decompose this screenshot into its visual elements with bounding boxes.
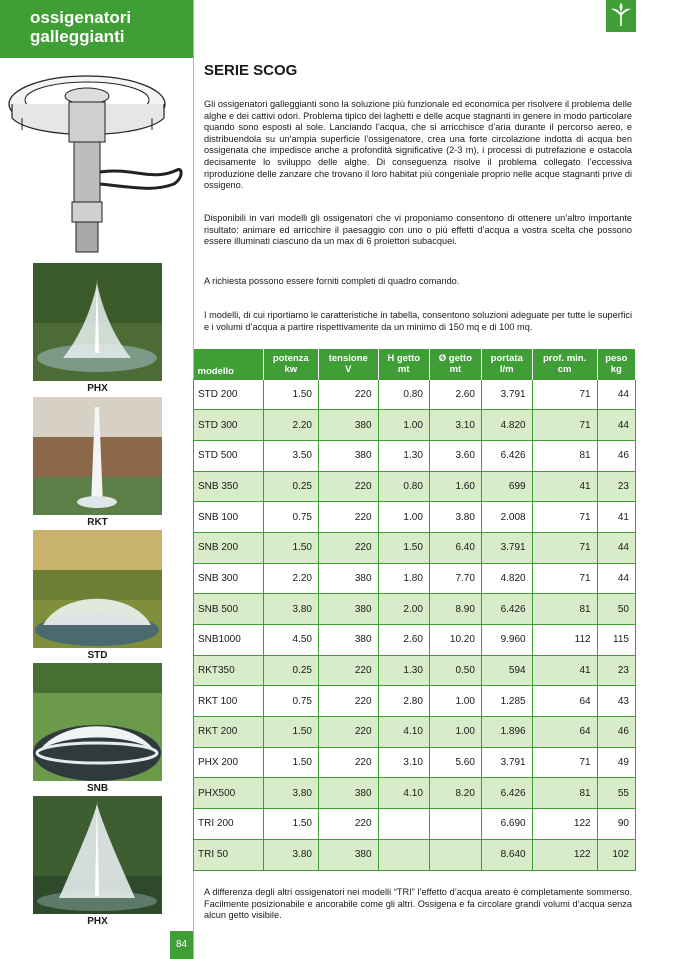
table-cell: 4.10	[378, 717, 429, 748]
table-cell: 1.30	[378, 655, 429, 686]
table-cell: 64	[532, 686, 597, 717]
table-cell: 220	[319, 717, 379, 748]
header-peso: peso kg	[597, 349, 635, 379]
cell-model: PHX 200	[194, 747, 264, 778]
table-cell	[378, 839, 429, 870]
paragraph-tri-note: A differenza degli altri ossigenatori nei modelli “TRI” l’effetto d’acqua areato è completamente sommerso. Facilmente posizionabile e ancorabile come gli altri. Ossigena e fa circolare grandi volumi d’acqua senza alcun getto visibile.	[204, 887, 632, 921]
table-cell: 6.426	[481, 440, 532, 471]
table-cell: 594	[481, 655, 532, 686]
table-cell: 41	[532, 471, 597, 502]
table-cell: 0.80	[378, 471, 429, 502]
cell-model: RKT350	[194, 655, 264, 686]
table-row	[194, 655, 636, 686]
table-cell: 71	[532, 410, 597, 441]
table-cell: 1.896	[481, 717, 532, 748]
table-cell: 1.30	[378, 440, 429, 471]
table-row	[194, 440, 636, 471]
aerator-drawing	[2, 62, 192, 257]
cell-model: SNB 100	[194, 502, 264, 533]
table-row	[194, 594, 636, 625]
cell-model: SNB1000	[194, 625, 264, 656]
table-cell: 380	[319, 594, 379, 625]
specs-table	[193, 349, 636, 871]
table-cell: 0.25	[263, 471, 318, 502]
cell-model: STD 300	[194, 410, 264, 441]
table-row	[194, 502, 636, 533]
cell-model: STD 500	[194, 440, 264, 471]
table-cell: 0.50	[429, 655, 481, 686]
table-cell: 3.791	[481, 379, 532, 410]
table-cell: 380	[319, 410, 379, 441]
table-row	[194, 686, 636, 717]
paragraph-models: Disponibili in vari modelli gli ossigenatori che vi proponiamo consentono di ottenere un’altro importante risultato: animare ed arricchire il paesaggio con uno o più effetti d’acqua a vostra scelta che possono essere illuminati ciascuno da un max di 6 proiettori subacquei.	[204, 213, 632, 247]
table-cell: 0.75	[263, 686, 318, 717]
table-cell: 102	[597, 839, 635, 870]
table-cell: 1.50	[263, 532, 318, 563]
table-cell: 380	[319, 778, 379, 809]
page-title: SERIE SCOG	[204, 62, 298, 79]
table-cell: 220	[319, 502, 379, 533]
table-cell: 3.80	[429, 502, 481, 533]
cell-model: SNB 200	[194, 532, 264, 563]
table-cell: 1.50	[263, 747, 318, 778]
table-cell: 380	[319, 563, 379, 594]
paragraph-table-intro: I modelli, di cui riportiamo le caratteristiche in tabella, consentono soluzioni adeguate per tutte le superfici e i volumi d’acqua a partire rispettivamente da un minimo di 150 mq e di 100 mq.	[204, 310, 632, 332]
table-cell: 380	[319, 440, 379, 471]
table-cell: 220	[319, 379, 379, 410]
table-cell: 699	[481, 471, 532, 502]
table-cell: 8.90	[429, 594, 481, 625]
table-header-row	[194, 349, 636, 379]
table-cell: 6.690	[481, 809, 532, 840]
cell-model: PHX500	[194, 778, 264, 809]
cell-model: SNB 300	[194, 563, 264, 594]
table-cell: 71	[532, 379, 597, 410]
cell-model: RKT 100	[194, 686, 264, 717]
table-cell: 2.60	[378, 625, 429, 656]
table-cell: 220	[319, 471, 379, 502]
table-cell: 220	[319, 655, 379, 686]
table-cell: 4.50	[263, 625, 318, 656]
table-row	[194, 563, 636, 594]
table-cell: 2.20	[263, 563, 318, 594]
table-cell: 71	[532, 563, 597, 594]
table-cell	[378, 809, 429, 840]
table-cell: 122	[532, 809, 597, 840]
page-number: 84	[170, 931, 193, 959]
table-cell: 112	[532, 625, 597, 656]
table-cell: 41	[597, 502, 635, 533]
table-cell: 44	[597, 410, 635, 441]
table-cell: 1.285	[481, 686, 532, 717]
table-row	[194, 747, 636, 778]
table-cell: 43	[597, 686, 635, 717]
cell-model: TRI 200	[194, 809, 264, 840]
table-cell: 23	[597, 655, 635, 686]
table-cell: 122	[532, 839, 597, 870]
paragraph-intro: Gli ossigenatori galleggianti sono la soluzione più funzionale ed economica per risolvere il problema delle alghe e dei cattivi odori. Problema tipico dei laghetti e delle acque stagnanti in genere in modo particolare quando sono esposti al sole. Lanciando l’acqua, che si arricchisce d’aria durante il percorso aereo, e distribuendola su un’ampia superficie l’ossigenatore, crea una forte circolazione indotta di acqua ben ossigenata che impedisce anche a profondità significative (2-3 m), i processi di putrefazione e ostacola decisamente lo sviluppo delle alghe. Di conseguenza risolve il problema collegato l’eccessiva riproduzione delle zanzare che trovano il loro habitat più congeniale proprio nelle acque stagnanti prive di ossigeno.	[204, 99, 632, 191]
table-row	[194, 532, 636, 563]
table-cell: 6.426	[481, 594, 532, 625]
table-cell: 3.60	[429, 440, 481, 471]
table-cell: 3.10	[429, 410, 481, 441]
table-cell: 90	[597, 809, 635, 840]
table-cell: 220	[319, 747, 379, 778]
table-row	[194, 839, 636, 870]
cell-model: SNB 500	[194, 594, 264, 625]
header-portata: portata l/m	[481, 349, 532, 379]
table-cell: 4.10	[378, 778, 429, 809]
table-cell: 1.60	[429, 471, 481, 502]
table-cell: 7.70	[429, 563, 481, 594]
photo-label-snb: SNB	[86, 783, 109, 794]
table-cell: 3.791	[481, 532, 532, 563]
photo-snb-fountain	[33, 663, 162, 781]
table-cell: 71	[532, 532, 597, 563]
table-cell: 1.50	[263, 379, 318, 410]
table-cell: 2.20	[263, 410, 318, 441]
table-cell: 1.50	[378, 532, 429, 563]
table-cell: 71	[532, 502, 597, 533]
table-cell: 6.40	[429, 532, 481, 563]
table-cell: 4.820	[481, 563, 532, 594]
table-cell: 2.60	[429, 379, 481, 410]
table-cell: 10.20	[429, 625, 481, 656]
photo-phx2-fountain	[33, 796, 162, 914]
table-cell: 46	[597, 717, 635, 748]
cell-model: TRI 50	[194, 839, 264, 870]
section-title-line2: galleggianti	[30, 27, 125, 46]
table-cell: 44	[597, 379, 635, 410]
table-cell: 2.008	[481, 502, 532, 533]
table-cell: 81	[532, 594, 597, 625]
table-row	[194, 379, 636, 410]
table-cell: 1.50	[263, 717, 318, 748]
table-cell: 1.50	[263, 809, 318, 840]
table-cell: 2.80	[378, 686, 429, 717]
table-cell: 41	[532, 655, 597, 686]
table-cell: 3.10	[378, 747, 429, 778]
table-cell: 1.00	[429, 686, 481, 717]
table-row	[194, 625, 636, 656]
table-cell: 1.00	[378, 410, 429, 441]
table-cell: 8.20	[429, 778, 481, 809]
table-cell: 3.50	[263, 440, 318, 471]
paragraph-control-panel: A richiesta possono essere forniti completi di quadro comando.	[204, 276, 460, 286]
table-row	[194, 471, 636, 502]
table-cell: 4.820	[481, 410, 532, 441]
header-tensione: tensione V	[319, 349, 379, 379]
table-cell: 50	[597, 594, 635, 625]
table-cell: 0.75	[263, 502, 318, 533]
table-cell: 3.80	[263, 594, 318, 625]
table-cell: 0.80	[378, 379, 429, 410]
table-row	[194, 410, 636, 441]
table-cell: 0.25	[263, 655, 318, 686]
table-cell	[429, 839, 481, 870]
table-cell: 220	[319, 809, 379, 840]
table-cell: 380	[319, 625, 379, 656]
cell-model: STD 200	[194, 379, 264, 410]
photo-phx-fountain	[33, 263, 162, 381]
cell-model: RKT 200	[194, 717, 264, 748]
table-cell: 55	[597, 778, 635, 809]
photo-label-std: STD	[87, 650, 108, 661]
table-cell: 5.60	[429, 747, 481, 778]
table-cell: 44	[597, 532, 635, 563]
table-cell: 3.80	[263, 839, 318, 870]
section-title-line1: ossigenatori	[30, 8, 132, 27]
brand-logo	[606, 0, 636, 32]
table-cell	[429, 809, 481, 840]
table-cell: 23	[597, 471, 635, 502]
header-h-getto: H getto mt	[378, 349, 429, 379]
table-cell: 8.640	[481, 839, 532, 870]
header-modello: modello	[194, 349, 264, 379]
table-cell: 220	[319, 532, 379, 563]
table-cell: 1.00	[378, 502, 429, 533]
header-prof-min: prof. min. cm	[532, 349, 597, 379]
header-diam-getto: Ø getto mt	[429, 349, 481, 379]
table-cell: 44	[597, 563, 635, 594]
cell-model: SNB 350	[194, 471, 264, 502]
table-cell: 115	[597, 625, 635, 656]
table-cell: 1.80	[378, 563, 429, 594]
header-potenza: potenza kw	[263, 349, 318, 379]
photo-label-phx: PHX	[87, 383, 108, 394]
table-row	[194, 809, 636, 840]
photo-std-fountain	[33, 530, 162, 648]
table-cell: 2.00	[378, 594, 429, 625]
section-tab	[0, 0, 193, 58]
table-row	[194, 717, 636, 748]
table-cell: 9.960	[481, 625, 532, 656]
table-cell: 220	[319, 686, 379, 717]
photo-label-phx2: PHX	[87, 916, 108, 927]
table-cell: 49	[597, 747, 635, 778]
table-cell: 46	[597, 440, 635, 471]
table-cell: 3.791	[481, 747, 532, 778]
table-cell: 1.00	[429, 717, 481, 748]
photo-rkt-fountain	[33, 397, 162, 515]
table-cell: 81	[532, 440, 597, 471]
table-cell: 71	[532, 747, 597, 778]
photo-label-rkt: RKT	[87, 517, 108, 528]
table-cell: 81	[532, 778, 597, 809]
table-cell: 6.426	[481, 778, 532, 809]
table-cell: 64	[532, 717, 597, 748]
table-row	[194, 778, 636, 809]
table-cell: 3.80	[263, 778, 318, 809]
table-cell: 380	[319, 839, 379, 870]
